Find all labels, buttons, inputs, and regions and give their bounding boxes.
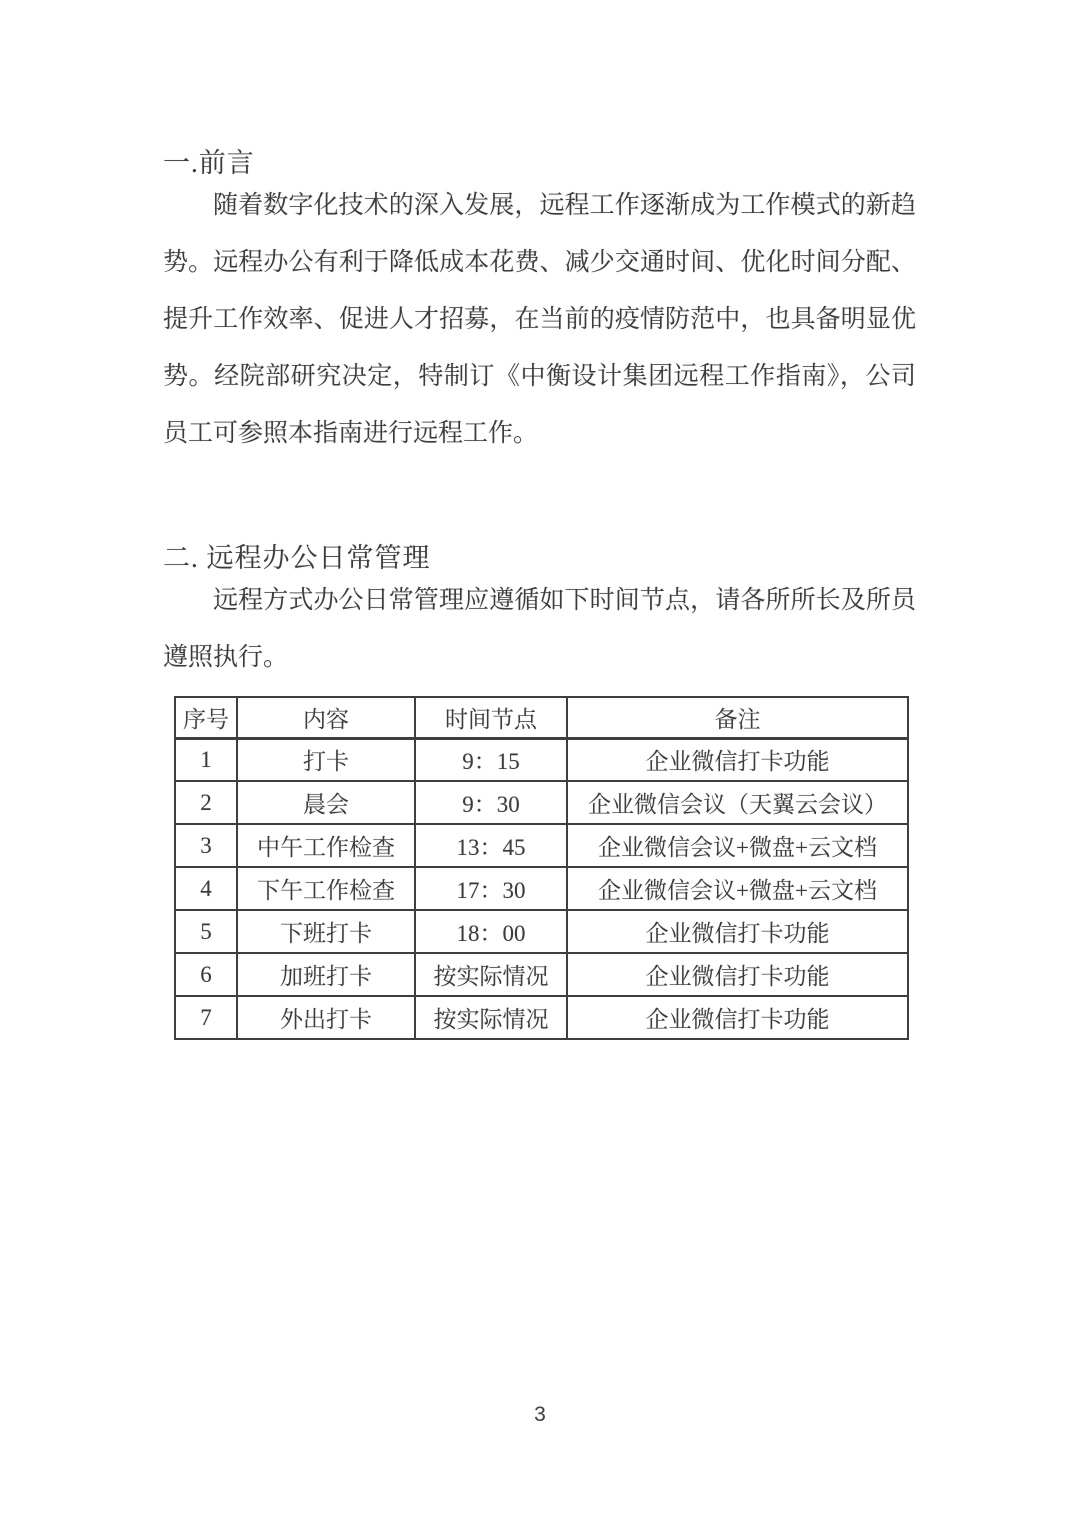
table-cell: 下班打卡: [237, 910, 415, 953]
table-cell: 按实际情况: [415, 953, 567, 996]
table-cell: 企业微信打卡功能: [567, 738, 908, 781]
table-cell: 企业微信打卡功能: [567, 910, 908, 953]
table-cell: 企业微信会议+微盘+云文档: [567, 867, 908, 910]
table-cell: 3: [175, 824, 237, 867]
table-cell: 企业微信会议+微盘+云文档: [567, 824, 908, 867]
schedule-table: [174, 696, 909, 1040]
table-cell: 17：30: [415, 867, 567, 910]
table-cell: 打卡: [237, 738, 415, 781]
table-cell: 5: [175, 910, 237, 953]
table-row: [175, 781, 908, 824]
table-cell: 4: [175, 867, 237, 910]
table-header-cell-content: 内容: [237, 697, 415, 738]
section-1-paragraph: [163, 177, 916, 462]
table-cell: 中午工作检查: [237, 824, 415, 867]
table-cell: 加班打卡: [237, 953, 415, 996]
table-cell: 9：15: [415, 738, 567, 781]
paragraph-line: 遵照执行。: [163, 644, 289, 671]
table-cell: 按实际情况: [415, 996, 567, 1039]
table-cell: 企业微信打卡功能: [567, 996, 908, 1039]
table-row: [175, 910, 908, 953]
table-cell: 1: [175, 738, 237, 781]
paragraph-line: 势。远程办公有利于降低成本花费、减少交通时间、优化时间分配、: [163, 249, 916, 276]
table-cell: 18：00: [415, 910, 567, 953]
page-number: 3: [534, 1403, 546, 1426]
table-row: [175, 824, 908, 867]
table-cell: 企业微信打卡功能: [567, 953, 908, 996]
section-2-paragraph: [163, 572, 916, 686]
table-cell: 外出打卡: [237, 996, 415, 1039]
table-header-cell-note: 备注: [567, 697, 908, 738]
table-cell: 6: [175, 953, 237, 996]
table-cell: 9：30: [415, 781, 567, 824]
table-header-cell-time: 时间节点: [415, 697, 567, 738]
table-cell: 晨会: [237, 781, 415, 824]
table-row: [175, 738, 908, 781]
paragraph-line: 远程方式办公日常管理应遵循如下时间节点，请各所所长及所员: [213, 587, 916, 614]
table-row: [175, 867, 908, 910]
paragraph-line: 提升工作效率、促进人才招募，在当前的疫情防范中，也具备明显优: [163, 306, 916, 333]
table-row: [175, 996, 908, 1039]
table-header-row: [175, 697, 908, 738]
table-cell: 7: [175, 996, 237, 1039]
paragraph-line: 势。经院部研究决定，特制订《中衡设计集团远程工作指南》，公司: [163, 363, 916, 390]
table-header-cell-index: 序号: [175, 697, 237, 738]
paragraph-line: 随着数字化技术的深入发展，远程工作逐渐成为工作模式的新趋: [213, 192, 916, 219]
table-cell: 企业微信会议（天翼云会议）: [567, 781, 908, 824]
table-cell: 2: [175, 781, 237, 824]
table-row: [175, 953, 908, 996]
paragraph-line: 员工可参照本指南进行远程工作。: [163, 420, 539, 447]
section-2-heading: 二. 远程办公日常管理: [163, 543, 431, 573]
table-cell: 下午工作检查: [237, 867, 415, 910]
table-cell: 13：45: [415, 824, 567, 867]
section-1-heading: 一.前言: [163, 148, 255, 178]
